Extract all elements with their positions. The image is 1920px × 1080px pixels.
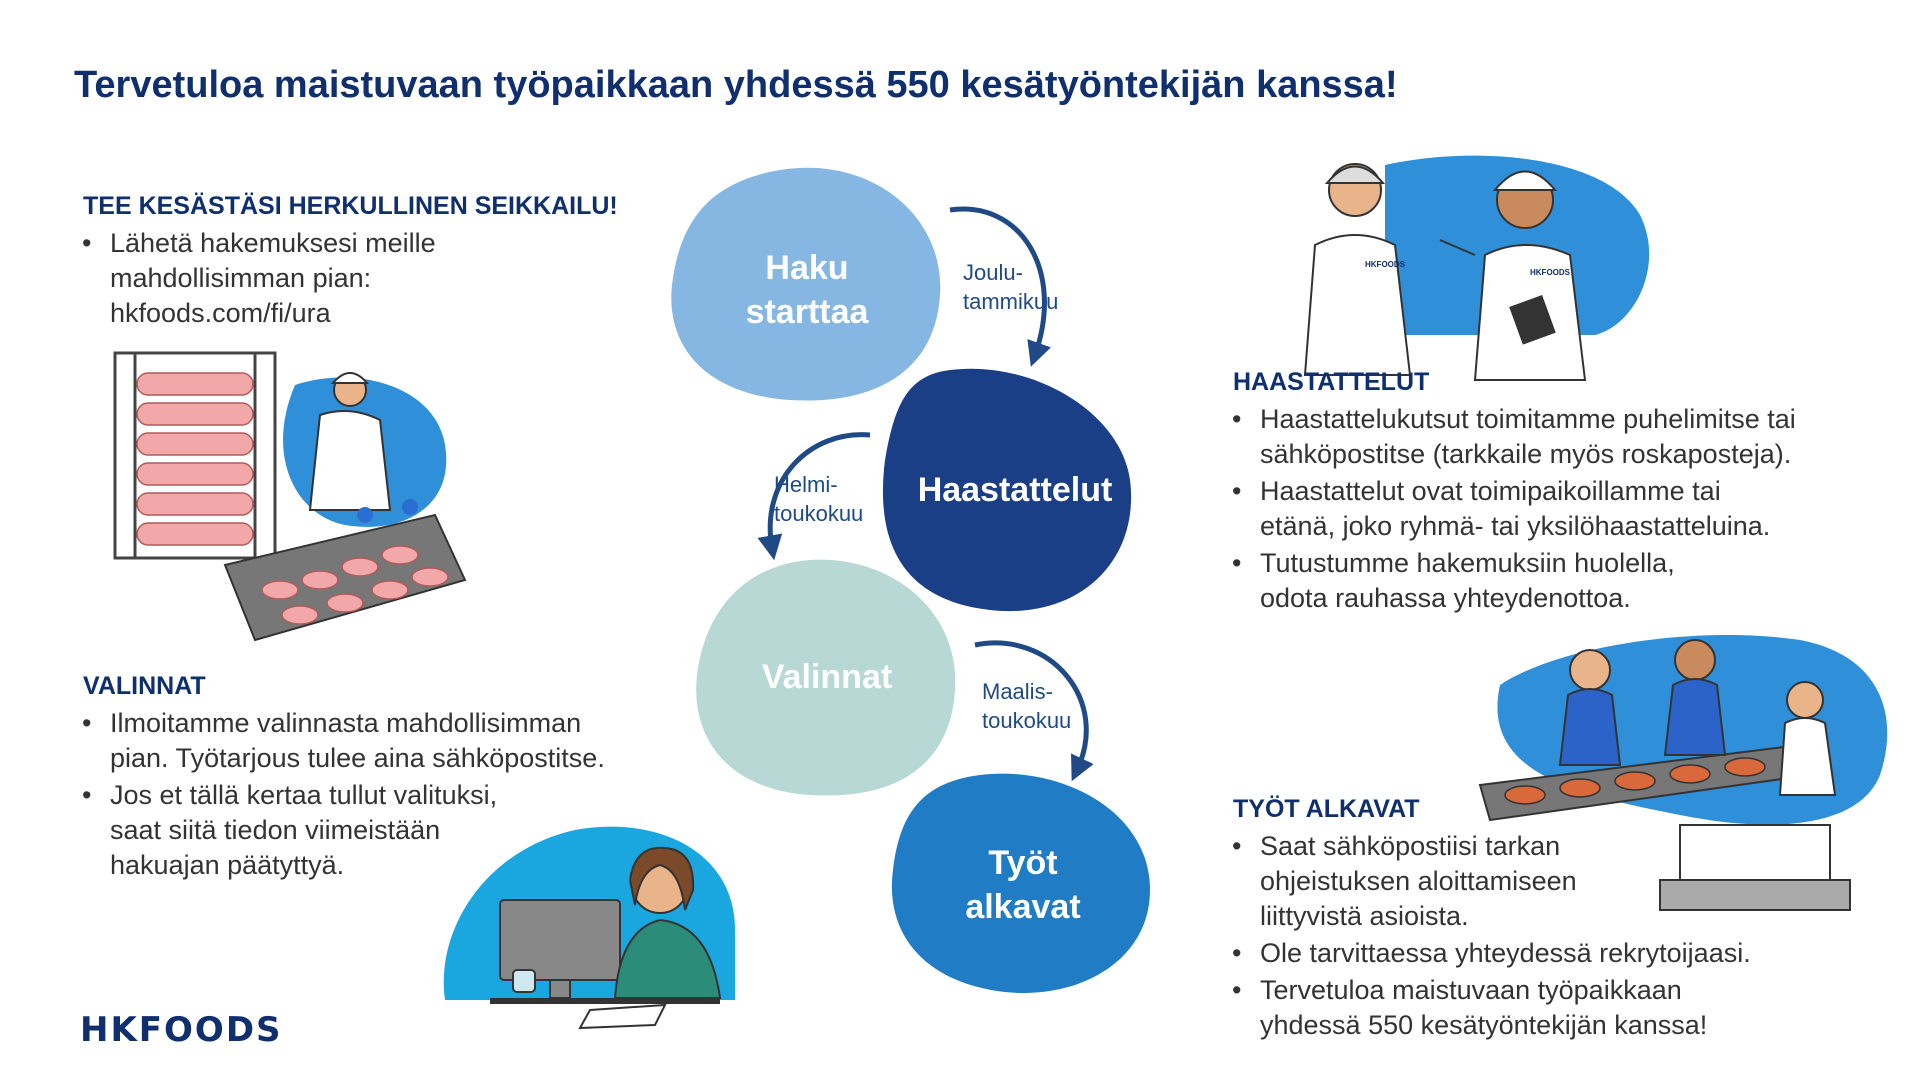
step-tyot-label: Työt alkavat — [965, 844, 1081, 926]
step-haku-label: Haku starttaa — [745, 249, 869, 331]
step-haastattelut-label: Haastattelut — [917, 470, 1113, 509]
sausage-factory-illustration — [105, 345, 485, 645]
valinnat-bullet: • Jos et tällä kertaa tullut valituksi, saat siitä tiedon viimeistään hakuajan päätyttyä. — [80, 778, 680, 883]
page-title: Tervetuloa maistuvaan työpaikkaan yhdessä 550 kesätyöntekijän kanssa! — [74, 64, 1398, 106]
haku-heading: TEE KESÄSTÄSI HERKULLINEN SEIKKAILU! — [83, 192, 618, 220]
haastattelut-heading: HAASTATTELUT — [1233, 368, 1430, 396]
haastattelut-bullet: • Tutustumme hakemuksiin huolella, odota rauhassa yhteydenottoa. — [1230, 546, 1870, 616]
period-label: Maalis- toukokuu — [982, 679, 1072, 733]
period-label: Joulu- tammikuu — [963, 260, 1059, 314]
haku-bullet: • Lähetä hakemuksesi meille mahdollisimman pian: hkfoods.com/fi/ura — [80, 226, 600, 331]
interview-illustration — [1275, 145, 1650, 385]
step-tyot — [893, 775, 1153, 995]
haastattelut-bullet: • Haastattelukutsut toimitamme puhelimitse tai sähköpostitse (tarkkaile myös roskaposteja). — [1230, 402, 1870, 472]
step-valinnat-label: Valinnat — [761, 658, 893, 696]
tyot-bullet: • Saat sähköpostiisi tarkan ohjeistuksen aloittamiseen liittyvistä asioista. — [1230, 829, 1870, 934]
valinnat-heading: VALINNAT — [83, 672, 206, 700]
tyot-bullet: • Ole tarvittaessa yhteydessä rekrytoijaasi. — [1230, 936, 1870, 971]
valinnat-bullet: • Ilmoitamme valinnasta mahdollisimman pian. Työtarjous tulee aina sähköpostitse. — [80, 706, 680, 776]
step-valinnat — [697, 560, 957, 795]
uniform-label: HKFOODS — [1365, 260, 1405, 269]
tyot-heading: TYÖT ALKAVAT — [1233, 795, 1420, 823]
tyot-bullets — [1230, 829, 1870, 1045]
tyot-bullet: • Tervetuloa maistuvaan työpaikkaan yhdessä 550 kesätyöntekijän kanssa! — [1230, 973, 1870, 1043]
haastattelut-bullets — [1230, 402, 1870, 618]
haastattelut-bullet: • Haastattelut ovat toimipaikoillamme tai etänä, joko ryhmä- tai yksilöhaastatteluina. — [1230, 474, 1870, 544]
uniform-label: HKFOODS — [1530, 268, 1570, 277]
period-label: Helmi- toukokuu — [774, 472, 864, 526]
haku-bullets — [80, 226, 600, 333]
hkfoods-logo: HKFOODS — [80, 1010, 283, 1050]
